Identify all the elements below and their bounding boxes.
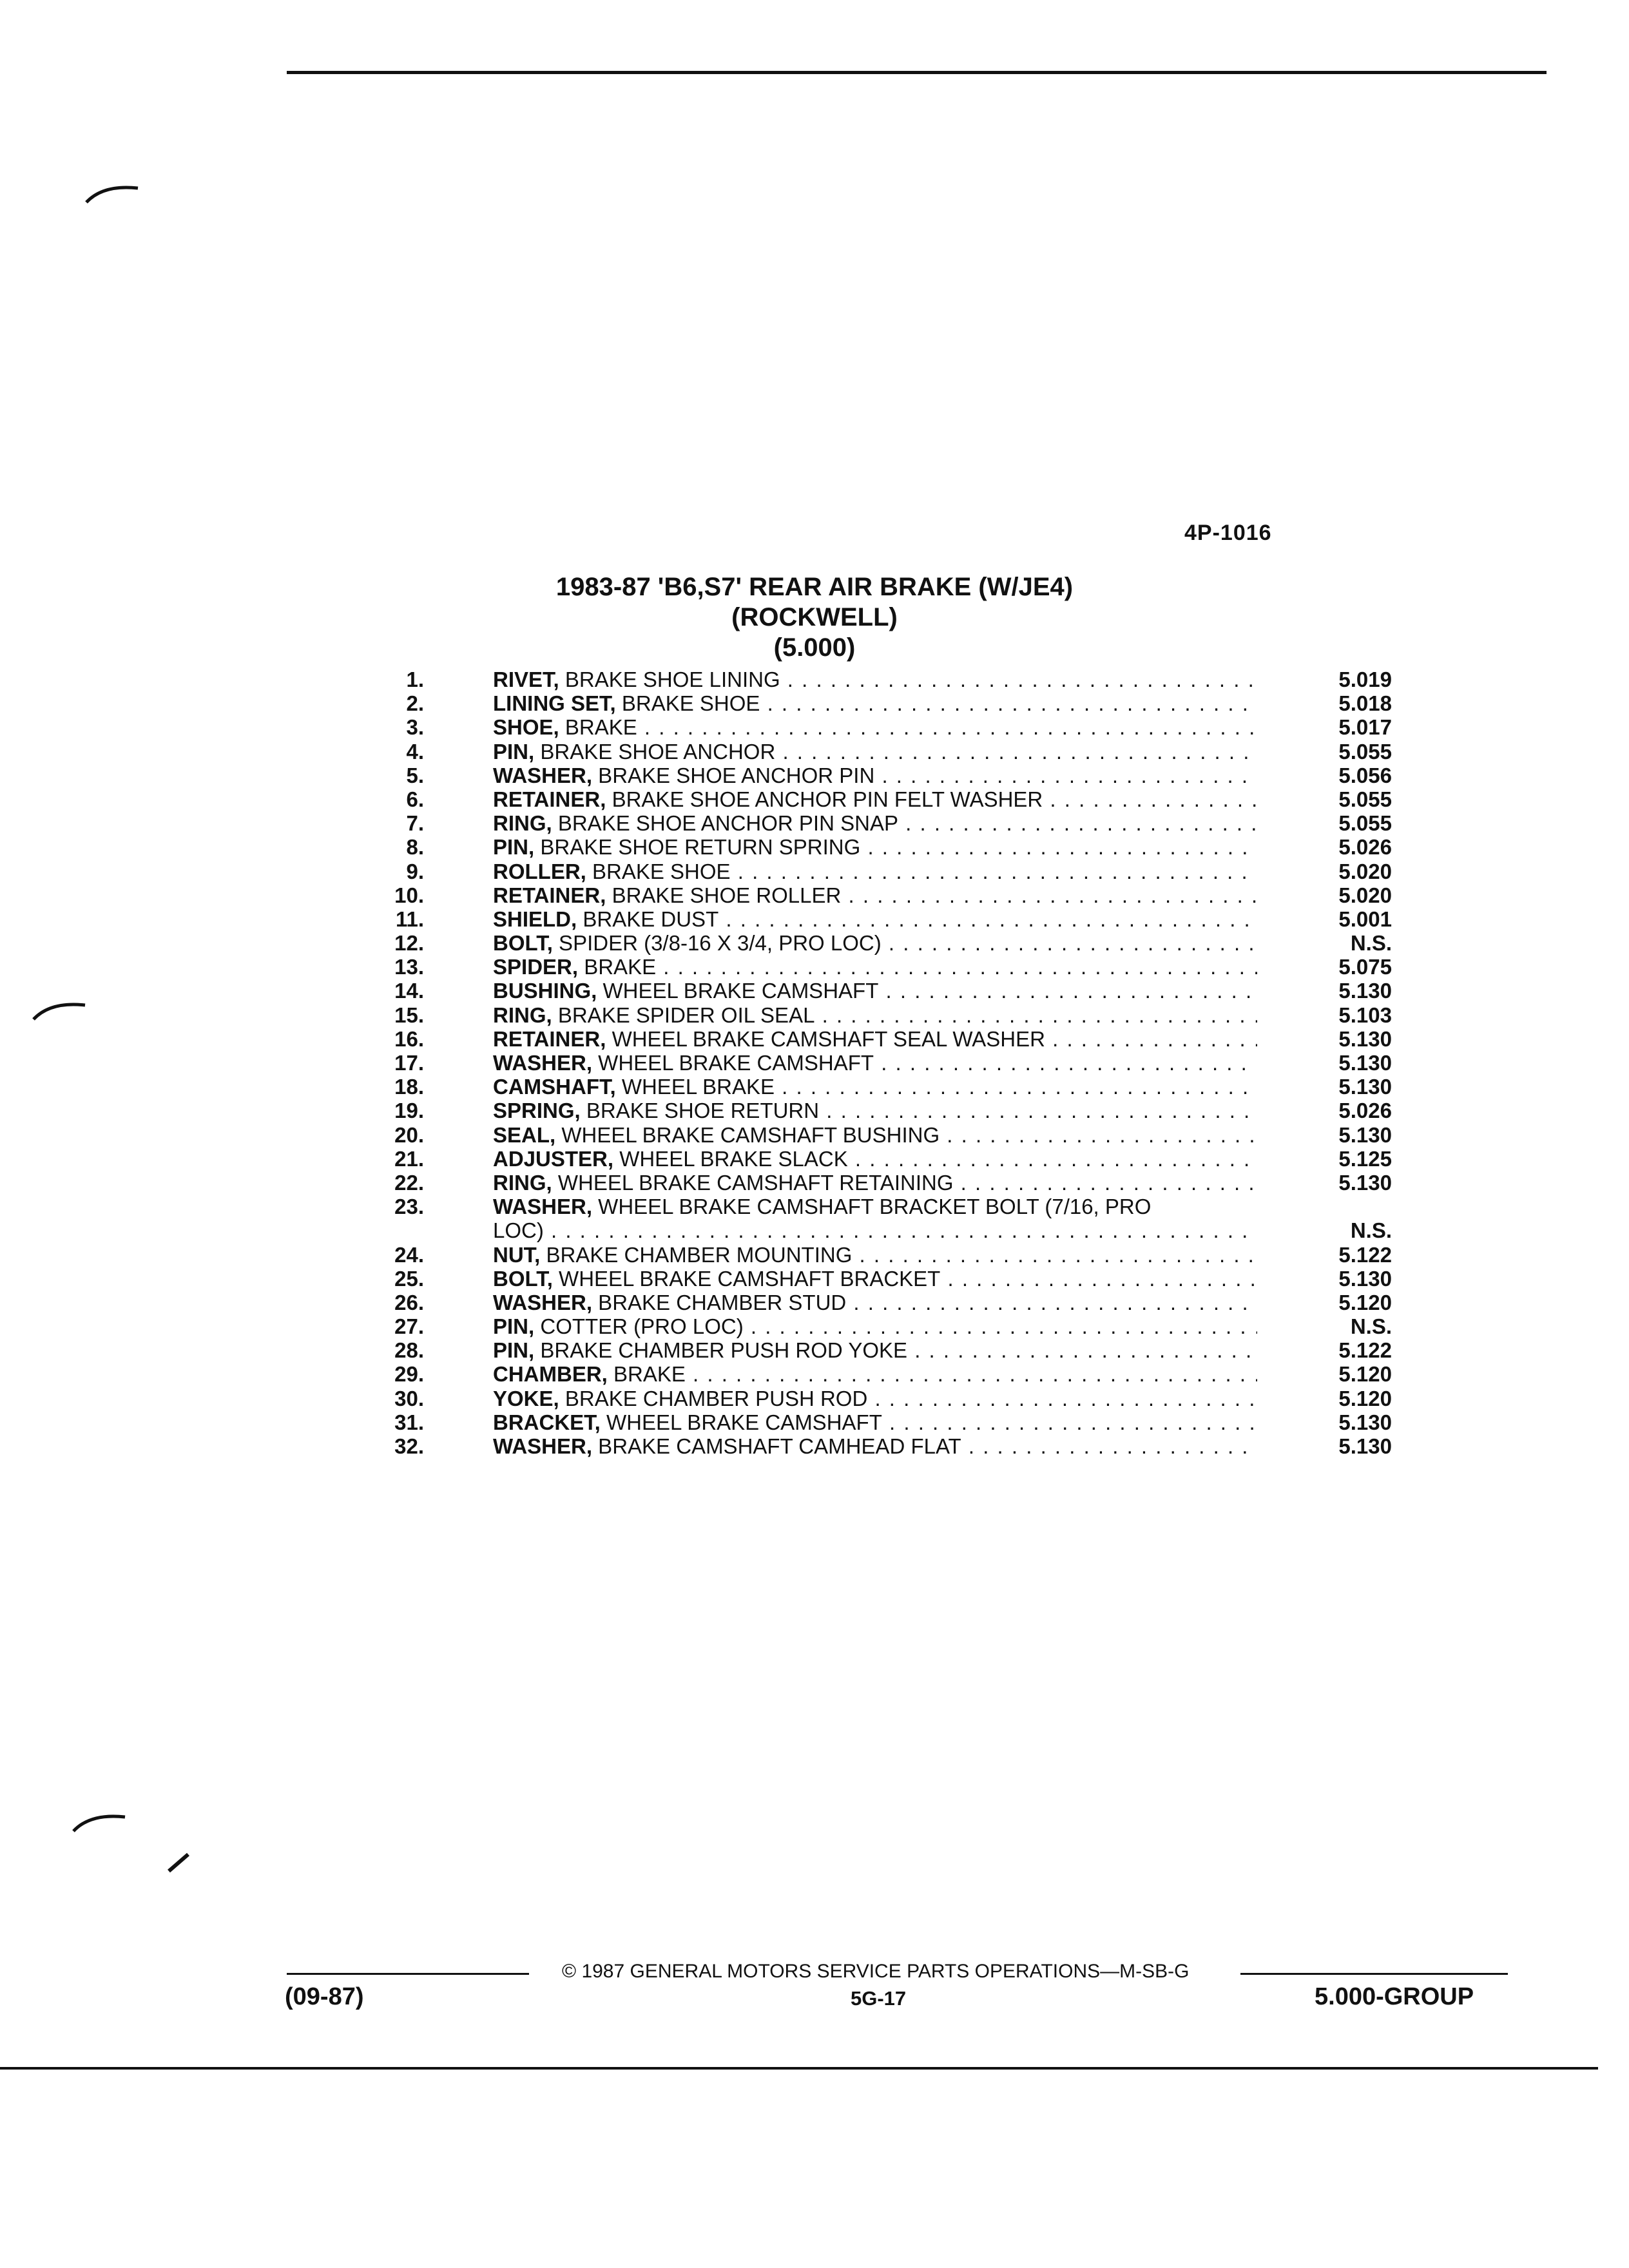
part-qualifier: SPIDER (3/8-16 X 3/4, PRO LOC) bbox=[552, 931, 882, 956]
copyright-notice: © 1987 GENERAL MOTORS SERVICE PARTS OPERATIONS—M-SB-G bbox=[562, 1961, 1190, 1982]
part-description bbox=[493, 1338, 1257, 1362]
part-qualifier: BRAKE CHAMBER STUD bbox=[592, 1290, 847, 1314]
part-qualifier: BRAKE bbox=[559, 715, 637, 740]
part-row bbox=[361, 860, 1392, 883]
part-row bbox=[361, 1267, 1392, 1291]
part-name: SPIDER, bbox=[493, 955, 579, 979]
part-row bbox=[361, 931, 1392, 955]
part-description bbox=[493, 764, 1257, 787]
part-row bbox=[361, 883, 1392, 907]
part-qualifier: BRAKE CHAMBER MOUNTING bbox=[540, 1242, 853, 1267]
reference-number: 4P-1016 bbox=[1184, 521, 1272, 545]
part-name: RETAINER, bbox=[493, 883, 606, 907]
part-qualifier: BRAKE bbox=[607, 1362, 686, 1387]
part-description bbox=[493, 1195, 1257, 1242]
part-name: SHIELD, bbox=[493, 907, 577, 931]
part-description bbox=[493, 931, 1257, 955]
part-group-number: 5.130 bbox=[1338, 1075, 1392, 1099]
part-description bbox=[493, 1003, 1257, 1027]
part-qualifier: WHEEL BRAKE CAMSHAFT SEAL WASHER bbox=[606, 1026, 1045, 1051]
part-description bbox=[493, 907, 1257, 931]
footer-rule-right bbox=[1240, 1973, 1508, 1975]
parts-list bbox=[361, 668, 1392, 1458]
part-number: 26. bbox=[394, 1290, 424, 1314]
part-row bbox=[361, 1075, 1392, 1099]
part-group-number: 5.020 bbox=[1338, 859, 1392, 883]
part-name: SPRING, bbox=[493, 1099, 581, 1123]
part-number: 16. bbox=[394, 1026, 424, 1051]
part-row bbox=[361, 1123, 1392, 1147]
part-name: PIN, bbox=[493, 739, 535, 764]
part-number: 7. bbox=[406, 811, 424, 836]
part-group-number: 5.125 bbox=[1338, 1146, 1392, 1171]
part-name: BRACKET, bbox=[493, 1410, 601, 1434]
part-description bbox=[493, 883, 1257, 907]
part-group-number: N.S. bbox=[1350, 1314, 1392, 1339]
part-name: RING, bbox=[493, 811, 552, 836]
part-row bbox=[361, 1410, 1392, 1434]
part-group-number: 5.130 bbox=[1338, 1122, 1392, 1147]
part-number: 23. bbox=[394, 1195, 424, 1219]
part-number: 22. bbox=[394, 1170, 424, 1195]
part-number: 2. bbox=[406, 691, 424, 716]
part-number: 1. bbox=[406, 668, 424, 691]
hole-punch-mark-top bbox=[84, 180, 142, 206]
page-number: 5G-17 bbox=[851, 1987, 907, 2010]
part-description bbox=[493, 787, 1257, 811]
part-description bbox=[493, 955, 1257, 979]
part-row bbox=[361, 1171, 1392, 1195]
part-description bbox=[493, 1291, 1257, 1314]
hole-punch-mark-middle bbox=[31, 997, 89, 1023]
part-qualifier: BRAKE CAMSHAFT CAMHEAD FLAT bbox=[592, 1434, 961, 1459]
page-title-line-2: (ROCKWELL) bbox=[731, 603, 898, 631]
part-group-number: 5.130 bbox=[1338, 1026, 1392, 1051]
part-name: WASHER, bbox=[493, 1290, 593, 1314]
part-qualifier: WHEEL BRAKE CAMSHAFT RETAINING bbox=[552, 1170, 954, 1195]
part-number: 28. bbox=[394, 1338, 424, 1363]
part-group-number: 5.130 bbox=[1338, 1410, 1392, 1434]
part-name: RING, bbox=[493, 1003, 552, 1027]
part-name: PIN, bbox=[493, 1338, 535, 1363]
part-group-number: 5.055 bbox=[1338, 787, 1392, 811]
part-qualifier: WHEEL BRAKE CAMSHAFT BRACKET bbox=[552, 1266, 941, 1291]
part-description bbox=[493, 1243, 1257, 1267]
part-number: 21. bbox=[394, 1146, 424, 1171]
part-name: WASHER, bbox=[493, 1434, 593, 1459]
part-number: 8. bbox=[406, 835, 424, 860]
part-qualifier: WHEEL BRAKE CAMSHAFT bbox=[597, 979, 879, 1003]
part-qualifier-continued: LOC) . . . bbox=[493, 1218, 1257, 1242]
part-number: 13. bbox=[394, 955, 424, 979]
part-name: PIN, bbox=[493, 1314, 535, 1339]
part-qualifier: BRAKE SHOE LINING bbox=[559, 668, 780, 691]
part-qualifier: BRAKE SHOE bbox=[615, 691, 760, 716]
part-group-number: 5.017 bbox=[1338, 715, 1392, 740]
part-row bbox=[361, 1338, 1392, 1362]
part-name: SEAL, bbox=[493, 1122, 556, 1147]
part-number: 24. bbox=[394, 1242, 424, 1267]
part-row bbox=[361, 691, 1392, 715]
part-description bbox=[493, 740, 1257, 764]
part-description bbox=[493, 1434, 1257, 1458]
part-group-number: 5.130 bbox=[1338, 1170, 1392, 1195]
part-name: WASHER, bbox=[493, 763, 593, 787]
part-group-number: 5.130 bbox=[1338, 1266, 1392, 1291]
part-qualifier: BRAKE SHOE ANCHOR bbox=[534, 739, 776, 764]
part-description bbox=[493, 979, 1257, 1003]
part-qualifier: BRAKE CHAMBER PUSH ROD YOKE bbox=[534, 1338, 908, 1363]
part-description bbox=[493, 715, 1257, 739]
part-number: 5. bbox=[406, 763, 424, 787]
part-qualifier: BRAKE CHAMBER PUSH ROD bbox=[559, 1386, 868, 1410]
part-qualifier: BRAKE SHOE ROLLER bbox=[606, 883, 842, 907]
part-description bbox=[493, 811, 1257, 835]
part-group-number: 5.120 bbox=[1338, 1290, 1392, 1314]
part-row bbox=[361, 1387, 1392, 1410]
part-number: 29. bbox=[394, 1362, 424, 1387]
part-group-number: 5.055 bbox=[1338, 811, 1392, 836]
part-row bbox=[361, 787, 1392, 811]
part-number: 20. bbox=[394, 1122, 424, 1147]
part-number: 15. bbox=[394, 1003, 424, 1027]
part-description bbox=[493, 1147, 1257, 1171]
bottom-rule bbox=[0, 2067, 1598, 2070]
part-number: 25. bbox=[394, 1266, 424, 1291]
part-row bbox=[361, 955, 1392, 979]
part-row bbox=[361, 1099, 1392, 1122]
part-group-number: 5.026 bbox=[1338, 835, 1392, 860]
part-description bbox=[493, 1362, 1257, 1386]
part-row bbox=[361, 811, 1392, 835]
part-description bbox=[493, 1314, 1257, 1338]
part-group-number: 5.055 bbox=[1338, 739, 1392, 764]
part-group-number: 5.026 bbox=[1338, 1099, 1392, 1123]
part-description bbox=[493, 1387, 1257, 1410]
part-description bbox=[493, 835, 1257, 859]
part-group-number: 5.018 bbox=[1338, 691, 1392, 716]
part-qualifier: WHEEL BRAKE bbox=[615, 1075, 775, 1099]
part-name: SHOE, bbox=[493, 715, 559, 740]
part-description bbox=[493, 1099, 1257, 1122]
part-name: RIVET, bbox=[493, 668, 559, 691]
part-description bbox=[493, 1267, 1257, 1291]
part-qualifier: COTTER (PRO LOC) bbox=[534, 1314, 744, 1339]
part-qualifier: BRAKE SHOE ANCHOR PIN FELT WASHER bbox=[606, 787, 1043, 811]
part-qualifier: WHEEL BRAKE SLACK bbox=[613, 1146, 848, 1171]
part-group-number: 5.130 bbox=[1338, 1051, 1392, 1075]
part-description bbox=[493, 668, 1257, 691]
part-group-number: 5.075 bbox=[1338, 955, 1392, 979]
part-number: 10. bbox=[394, 883, 424, 907]
part-number: 18. bbox=[394, 1075, 424, 1099]
part-name: NUT, bbox=[493, 1242, 541, 1267]
part-row bbox=[361, 740, 1392, 764]
part-group-number: 5.103 bbox=[1338, 1003, 1392, 1027]
part-row bbox=[361, 979, 1392, 1003]
part-group-number: 5.120 bbox=[1338, 1386, 1392, 1410]
part-row bbox=[361, 764, 1392, 787]
part-group-number: 5.019 bbox=[1338, 668, 1392, 691]
part-qualifier: WHEEL BRAKE CAMSHAFT bbox=[600, 1410, 882, 1434]
part-row bbox=[361, 1195, 1392, 1242]
part-qualifier: BRAKE SHOE RETURN SPRING bbox=[534, 835, 861, 860]
part-name: ADJUSTER, bbox=[493, 1146, 614, 1171]
part-row bbox=[361, 1051, 1392, 1075]
part-number: 32. bbox=[394, 1434, 424, 1459]
group-label: 5.000-GROUP bbox=[1315, 1983, 1474, 2010]
part-group-number: 5.122 bbox=[1338, 1242, 1392, 1267]
part-name: LINING SET, bbox=[493, 691, 616, 716]
part-number: 19. bbox=[394, 1099, 424, 1123]
part-qualifier: BRAKE SHOE bbox=[586, 859, 731, 883]
part-row bbox=[361, 715, 1392, 739]
part-row bbox=[361, 1147, 1392, 1171]
page-title-line-3: (5.000) bbox=[773, 633, 856, 662]
part-row bbox=[361, 1243, 1392, 1267]
part-qualifier: BRAKE SHOE ANCHOR PIN SNAP bbox=[552, 811, 898, 836]
page-title-line-1: 1983-87 'B6,S7' REAR AIR BRAKE (W/JE4) bbox=[555, 573, 1074, 601]
part-name: PIN, bbox=[493, 835, 535, 860]
part-description bbox=[493, 860, 1257, 883]
part-number: 11. bbox=[395, 907, 424, 931]
part-number: 6. bbox=[406, 787, 424, 811]
part-number: 17. bbox=[394, 1051, 424, 1075]
part-qualifier: BRAKE bbox=[578, 955, 657, 979]
part-qualifier: BRAKE SHOE ANCHOR PIN bbox=[592, 763, 875, 787]
part-group-number: 5.056 bbox=[1338, 763, 1392, 787]
part-row bbox=[361, 668, 1392, 691]
part-number: 14. bbox=[394, 979, 424, 1003]
part-name: CAMSHAFT, bbox=[493, 1075, 616, 1099]
part-row bbox=[361, 1314, 1392, 1338]
part-group-number: 5.130 bbox=[1338, 979, 1392, 1003]
part-number: 4. bbox=[406, 739, 424, 764]
part-name: WASHER, bbox=[493, 1195, 593, 1219]
part-description bbox=[493, 1075, 1257, 1099]
part-description bbox=[493, 1027, 1257, 1051]
top-rule bbox=[287, 71, 1547, 74]
part-name: CHAMBER, bbox=[493, 1362, 608, 1387]
hole-punch-mark-bottom bbox=[71, 1809, 129, 1835]
part-qualifier: WHEEL BRAKE CAMSHAFT BRACKET BOLT (7/16, PRO bbox=[592, 1195, 1152, 1219]
part-row bbox=[361, 907, 1392, 931]
part-name: BOLT, bbox=[493, 1266, 553, 1291]
pen-stroke-mark bbox=[166, 1849, 192, 1875]
part-row bbox=[361, 1291, 1392, 1314]
part-group-number: 5.122 bbox=[1338, 1338, 1392, 1363]
part-description bbox=[493, 1171, 1257, 1195]
part-description bbox=[493, 691, 1257, 715]
part-number: 9. bbox=[406, 859, 424, 883]
part-description bbox=[493, 1410, 1257, 1434]
part-number: 12. bbox=[394, 931, 424, 956]
part-row bbox=[361, 1434, 1392, 1458]
part-qualifier: BRAKE DUST bbox=[577, 907, 719, 931]
part-number: 27. bbox=[394, 1314, 424, 1339]
part-row bbox=[361, 835, 1392, 859]
part-description bbox=[493, 1123, 1257, 1147]
part-qualifier: BRAKE SHOE RETURN bbox=[580, 1099, 820, 1123]
part-qualifier: WHEEL BRAKE CAMSHAFT BUSHING bbox=[555, 1122, 940, 1147]
part-group-number: N.S. bbox=[1350, 1218, 1392, 1243]
date-code: (09-87) bbox=[285, 1983, 364, 2010]
part-group-number: 5.001 bbox=[1338, 907, 1392, 931]
part-group-number: 5.020 bbox=[1338, 883, 1392, 907]
part-group-number: 5.130 bbox=[1338, 1434, 1392, 1459]
part-name: BOLT, bbox=[493, 931, 553, 956]
part-name: YOKE, bbox=[493, 1386, 559, 1410]
footer-rule-left bbox=[287, 1973, 529, 1975]
part-name: RETAINER, bbox=[493, 1026, 606, 1051]
part-group-number: 5.120 bbox=[1338, 1362, 1392, 1387]
part-row bbox=[361, 1362, 1392, 1386]
part-name: BUSHING, bbox=[493, 979, 597, 1003]
part-number: 31. bbox=[394, 1410, 424, 1434]
part-group-number: N.S. bbox=[1350, 931, 1392, 956]
part-qualifier: WHEEL BRAKE CAMSHAFT bbox=[592, 1051, 874, 1075]
part-name: RETAINER, bbox=[493, 787, 606, 811]
part-name: ROLLER, bbox=[493, 859, 586, 883]
part-number: 30. bbox=[394, 1386, 424, 1410]
part-name: RING, bbox=[493, 1170, 552, 1195]
part-qualifier: BRAKE SPIDER OIL SEAL bbox=[552, 1003, 815, 1027]
part-description bbox=[493, 1051, 1257, 1075]
part-row bbox=[361, 1027, 1392, 1051]
part-row bbox=[361, 1003, 1392, 1027]
part-name: WASHER, bbox=[493, 1051, 593, 1075]
part-number: 3. bbox=[406, 715, 424, 740]
